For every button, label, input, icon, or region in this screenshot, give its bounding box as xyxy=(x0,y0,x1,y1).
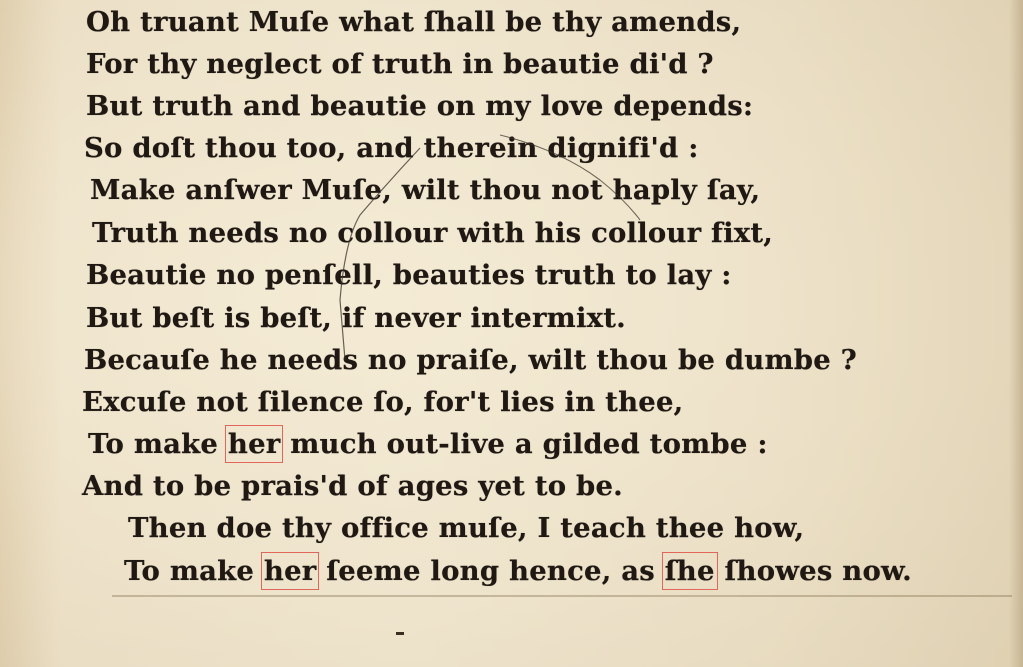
poem-line-10 xyxy=(82,382,683,422)
page-rule-line xyxy=(112,595,1012,597)
poem-line-5 xyxy=(90,170,760,210)
poem-line-14 xyxy=(124,551,912,591)
poem-line-7-text: Beautie no penſell, beauties truth to lay : xyxy=(86,259,732,291)
poem-line-1 xyxy=(86,2,741,42)
poem-line-2 xyxy=(86,44,714,84)
poem-line-6-text: Truth needs no collour with his collour fixt, xyxy=(92,217,773,249)
poem-line-3-text: But truth and beautie on my love depends: xyxy=(86,90,754,122)
poem-line-7 xyxy=(86,255,732,295)
poem-line-9-text: Becauſe he needs no praiſe, wilt thou be dumbe ? xyxy=(84,344,857,376)
poem-line-4 xyxy=(84,128,699,168)
poem-line-14-before: To make xyxy=(124,555,264,587)
poem-line-12 xyxy=(82,466,623,506)
poem-line-4-text: So doſt thou too, and therein dignifi'd : xyxy=(84,132,699,164)
poem-line-14-after: ſhowes now. xyxy=(714,555,912,587)
poem-line-11-after: much out-live a gilded tombe : xyxy=(280,428,768,460)
poem-line-5-text: Make anſwer Muſe, wilt thou not haply ſay, xyxy=(90,174,761,206)
poem-line-13-text: Then doe thy office muſe, I teach thee how, xyxy=(128,512,805,544)
poem-line-11 xyxy=(88,424,768,464)
poem-line-14-middle: ſeeme long hence, as xyxy=(316,555,665,587)
poem-line-12-text: And to be prais'd of ages yet to be. xyxy=(82,470,623,502)
page-edge-shadow xyxy=(1009,0,1023,667)
highlighted-word-her: her xyxy=(227,428,281,460)
poem-line-8-text: But beſt is beſt, if never intermixt. xyxy=(86,302,626,334)
poem-line-3 xyxy=(86,86,753,126)
poem-line-2-text: For thy neglect of truth in beautie di'd ? xyxy=(86,48,714,80)
poem-line-6 xyxy=(92,213,773,253)
poem-line-9 xyxy=(84,340,857,380)
poem-line-13 xyxy=(128,508,804,548)
poem-line-8 xyxy=(86,298,626,338)
poem-line-1-text: Oh truant Muſe what ſhall be thy amends, xyxy=(86,6,742,38)
poem-line-11-before: To make xyxy=(88,428,228,460)
highlighted-word-she: ſhe xyxy=(664,555,715,587)
highlighted-word-her-2: her xyxy=(263,555,317,587)
page-dash-mark xyxy=(396,632,404,635)
poem-line-10-text: Excuſe not ſilence ſo, for't lies in thee, xyxy=(82,386,684,418)
bleed-through-text xyxy=(770,0,1023,533)
